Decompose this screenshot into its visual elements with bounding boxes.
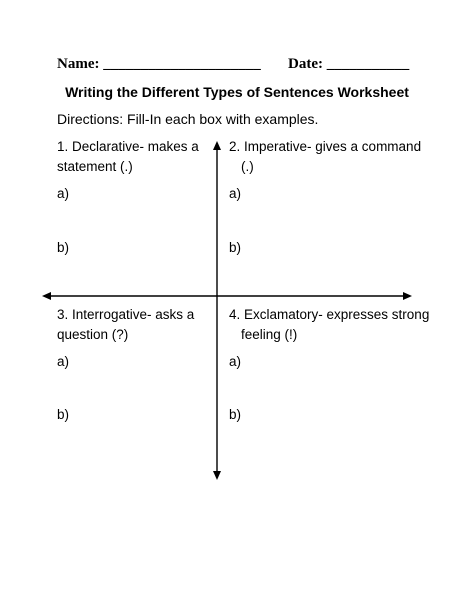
prompt-line: 1. Declarative- makes a <box>57 139 199 154</box>
date-field: Date: ___________ <box>288 56 410 72</box>
directions-text: Directions: Fill-In each box with examples. <box>57 111 319 127</box>
prompt-line: 4. Exclamatory- expresses strong <box>229 307 430 322</box>
prompt-line: 3. Interrogative- asks a <box>57 307 195 322</box>
arrow-right-icon <box>403 292 412 300</box>
prompt-line: statement (.) <box>57 159 133 174</box>
answer-b-label: b) <box>229 407 242 422</box>
answer-a-label: a) <box>57 354 70 369</box>
name-field: Name: _____________________ <box>57 56 261 72</box>
arrow-down-icon <box>213 471 221 480</box>
prompt-line: (.) <box>241 159 254 174</box>
answer-b-label: b) <box>229 240 242 255</box>
answer-a-label: a) <box>229 354 242 369</box>
answer-b-label: b) <box>57 407 70 422</box>
answer-a-label: a) <box>57 186 70 201</box>
quadrant-imperative <box>229 137 421 177</box>
arrow-left-icon <box>42 292 51 300</box>
quadrant-exclamatory <box>229 305 429 345</box>
prompt-line: 2. Imperative- gives a command <box>229 139 422 154</box>
worksheet-title: Writing the Different Types of Sentences Worksheet <box>65 84 409 100</box>
answer-a-label: a) <box>229 186 242 201</box>
arrow-up-icon <box>213 141 221 150</box>
quadrant-interrogative <box>57 305 194 345</box>
quadrant-declarative <box>57 137 199 177</box>
prompt-line: question (?) <box>57 327 129 342</box>
prompt-line: feeling (!) <box>241 327 298 342</box>
answer-b-label: b) <box>57 240 70 255</box>
